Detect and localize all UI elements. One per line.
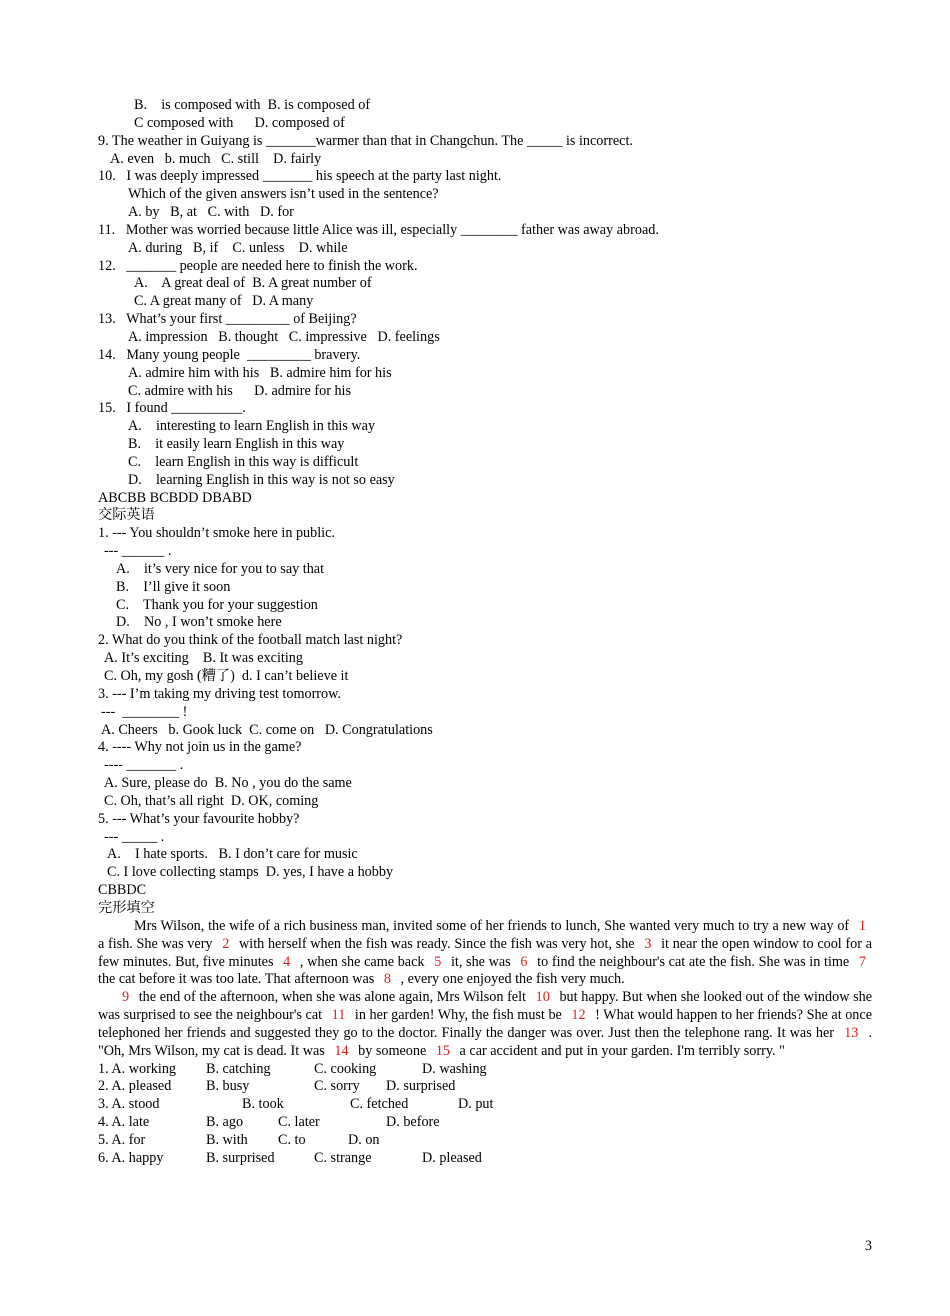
cloze-options [98, 1061, 872, 1168]
blank-number: 15 [435, 1042, 450, 1059]
text-line: 完形填空 [98, 899, 155, 916]
option: B. busy [206, 1078, 250, 1095]
text-line: 11. Mother was worried because little Alice was ill, especially ________ father was away abroad. [98, 221, 659, 238]
option: 6. A. happy [98, 1149, 164, 1166]
blank-number: 9 [122, 989, 130, 1006]
option: D. put [458, 1096, 494, 1113]
option: D. before [386, 1114, 440, 1131]
blank-number: 5 [434, 953, 442, 970]
text-line: A. during B, if C. unless D. while [128, 239, 348, 256]
cloze-paragraph-2 [98, 989, 872, 1060]
text-line: D. No , I won’t smoke here [116, 614, 282, 631]
text-line: 13. What’s your first _________ of Beijing? [98, 311, 357, 328]
text-line: A. I hate sports. B. I don’t care for music [107, 846, 358, 863]
option: C. strange [314, 1149, 372, 1166]
text-line: D. learning English in this way is not so easy [128, 471, 395, 488]
text-line: A. interesting to learn English in this way [128, 418, 376, 435]
blank-number: 14 [334, 1042, 349, 1059]
option: C. sorry [314, 1078, 360, 1095]
text-line: 4. ---- Why not join us in the game? [98, 739, 302, 756]
text-line: C. Thank you for your suggestion [116, 596, 318, 613]
text-line: A. Sure, please do B. No , you do the same [104, 775, 352, 792]
text-line: 3. --- I’m taking my driving test tomorrow. [98, 685, 341, 702]
text-line: A. Cheers b. Gook luck C. come on D. Congratulations [101, 721, 433, 738]
option-row [98, 1061, 872, 1079]
option: C. later [278, 1114, 320, 1131]
question-lines [98, 97, 872, 918]
blank-number: 7 [858, 953, 866, 970]
passage-text: , when she came back [296, 953, 429, 970]
passage-text: in her garden! Why, the fish must be [351, 1007, 566, 1024]
option: C. to [278, 1131, 306, 1148]
text-line: A. A great deal of B. A great number of [134, 275, 372, 292]
passage-text: , every one enjoyed the fish very much. [396, 971, 625, 988]
text-line: C. I love collecting stamps D. yes, I have a hobby [107, 864, 394, 881]
text-line: A. it’s very nice for you to say that [116, 560, 325, 577]
passage-text: ! What would happen to her friends? She at once telephoned her friends and suggested they go to the doctor. Finally the danger was over. Just then the telephone rang. It was her [98, 1007, 872, 1041]
text-line: B. it easily learn English in this way [128, 436, 345, 453]
text-line: 10. I was deeply impressed _______ his speech at the party last night. [98, 168, 502, 185]
text-line: A. even b. much C. still D. fairly [110, 150, 322, 167]
text-line: B. is composed with B. is composed of [134, 97, 371, 113]
text-line: C. Oh, that’s all right D. OK, coming [104, 792, 319, 809]
option: B. took [242, 1096, 284, 1113]
option: B. ago [206, 1114, 244, 1131]
blank-number: 6 [520, 953, 528, 970]
passage-text: Mrs Wilson, the wife of a rich business man, invited some of her friends to lunch, She wanted very much to try a new way of [134, 917, 853, 934]
text-line: C. admire with his D. admire for his [128, 382, 352, 399]
blank-number: 4 [283, 953, 291, 970]
option-row [98, 1078, 872, 1096]
passage-text: a car accident and put in your garden. I'm terribly sorry. " [456, 1042, 785, 1059]
text-line: 12. _______ people are needed here to finish the work. [98, 257, 418, 274]
text-line: 14. Many young people _________ bravery. [98, 346, 361, 363]
text-line: C. A great many of D. A many [134, 293, 314, 310]
text-line: 1. --- You shouldn’t smoke here in public. [98, 525, 335, 542]
text-line: A. It’s exciting B. It was exciting [104, 650, 303, 667]
blank-number: 1 [858, 917, 866, 934]
option: B. surprised [206, 1149, 275, 1166]
option: 4. A. late [98, 1114, 150, 1131]
blank-number: 13 [844, 1024, 859, 1041]
text-line: A. admire him with his B. admire him for his [128, 364, 392, 381]
passage-text: by someone [354, 1042, 430, 1059]
passage-text: it, she was [447, 953, 515, 970]
blank-number: 12 [571, 1007, 586, 1024]
passage-text: . "Oh, Mrs Wilson, my cat is dead. It was [98, 1024, 872, 1059]
text-line: 交际英语 [98, 507, 155, 524]
text-line: 15. I found __________. [98, 400, 246, 417]
option: B. catching [206, 1060, 271, 1077]
passage-text: the cat before it was too late. That afternoon was [98, 971, 378, 988]
passage-text: with herself when the fish was ready. Since the fish was very hot, she [235, 935, 639, 952]
option: D. washing [422, 1060, 487, 1077]
option: B. with [206, 1131, 248, 1148]
text-line: A. impression B. thought C. impressive D. feelings [128, 328, 440, 345]
option: D. on [348, 1131, 380, 1148]
option: C. cooking [314, 1060, 377, 1077]
text-line: --- _____ . [104, 828, 165, 845]
blank-number: 2 [222, 935, 230, 952]
option: 2. A. pleased [98, 1078, 172, 1095]
option-row [98, 1114, 872, 1132]
option: C. fetched [350, 1096, 409, 1113]
passage-text: a fish. She was very [98, 935, 217, 952]
text-line: --- ________ ! [101, 703, 188, 720]
option-row [98, 1132, 872, 1150]
text-line: 2. What do you think of the football match last night? [98, 632, 403, 649]
text-line: C. Oh, my gosh (糟了) d. I can’t believe it [104, 668, 349, 684]
text-line: C composed with D. composed of [134, 114, 345, 131]
cloze-paragraph-1 [98, 918, 872, 989]
text-line: C. learn English in this way is difficult [128, 453, 359, 470]
option: 5. A. for [98, 1131, 146, 1148]
blank-number: 3 [644, 935, 652, 952]
page-number: 3 [864, 1238, 872, 1254]
passage-text: the end of the afternoon, when she was alone again, Mrs Wilson felt [135, 989, 530, 1006]
option-row [98, 1150, 872, 1168]
text-line: CBBDC [98, 882, 147, 899]
blank-number: 10 [535, 989, 550, 1006]
text-line: 5. --- What’s your favourite hobby? [98, 810, 300, 827]
option: D. surprised [386, 1078, 456, 1095]
text-line: Which of the given answers isn’t used in the sentence? [128, 186, 439, 203]
passage-text: to find the neighbour's cat ate the fish. She was in time [533, 953, 853, 970]
passage-text: it near the open window to cool for a few minutes. But, five minutes [98, 935, 873, 970]
option-row [98, 1096, 872, 1114]
blank-number: 8 [383, 971, 391, 988]
text-line: 9. The weather in Guiyang is _______warmer than that in Changchun. The _____ is incorrect. [98, 132, 633, 149]
text-line: --- ______ . [104, 543, 172, 560]
option: D. pleased [422, 1149, 482, 1166]
text-line: B. I’ll give it soon [116, 578, 231, 595]
passage-text: but happy. But when she looked out of the window she was surprised to see the neighbour's cat [98, 989, 872, 1024]
text-line: A. by B, at C. with D. for [128, 204, 294, 221]
text-line: ABCBB BCBDD DBABD [98, 489, 252, 506]
text-line: ---- _______ . [104, 757, 184, 774]
option: 3. A. stood [98, 1096, 160, 1113]
blank-number: 11 [331, 1007, 346, 1024]
document-body [98, 97, 872, 1168]
option: 1. A. working [98, 1060, 177, 1077]
